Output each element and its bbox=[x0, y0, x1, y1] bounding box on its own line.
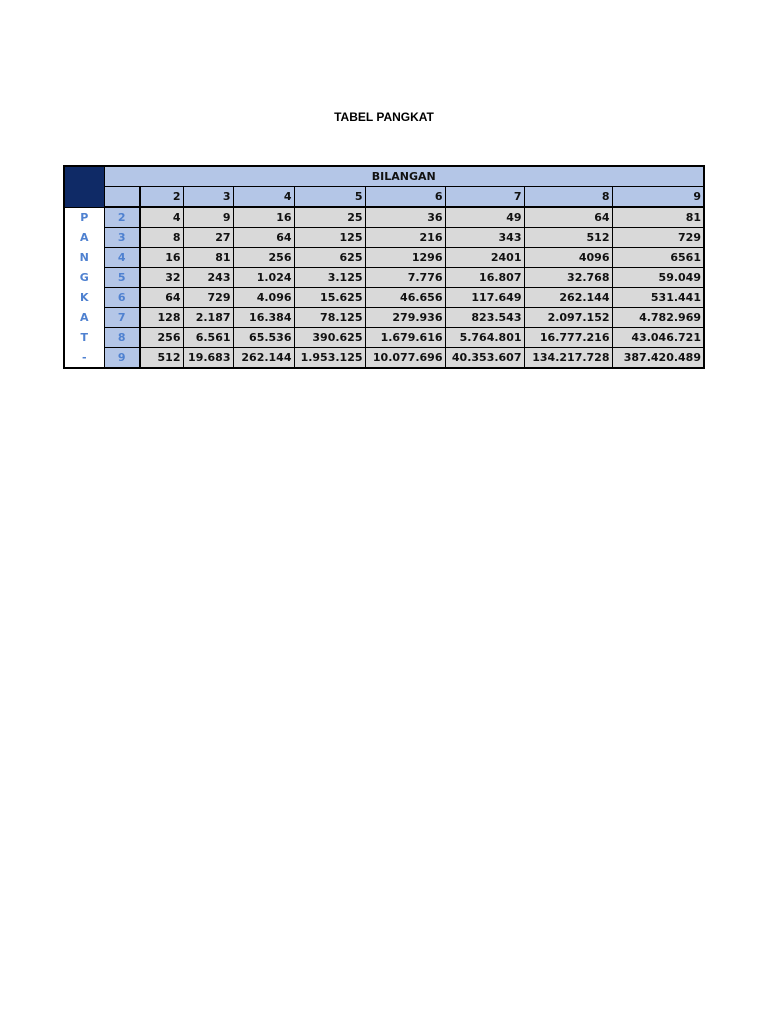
value-cell: 16.777.216 bbox=[524, 328, 612, 348]
value-cell: 4 bbox=[140, 207, 183, 228]
value-cell: 2.187 bbox=[183, 308, 233, 328]
table-row bbox=[64, 348, 704, 369]
value-cell: 36 bbox=[365, 207, 445, 228]
exponent-cell: 9 bbox=[104, 348, 140, 369]
header-blank-cell bbox=[104, 187, 140, 208]
corner-cell bbox=[64, 166, 104, 207]
value-cell: 59.049 bbox=[612, 268, 704, 288]
table-row bbox=[64, 207, 704, 228]
value-cell: 1296 bbox=[365, 248, 445, 268]
value-cell: 2.097.152 bbox=[524, 308, 612, 328]
base-header: 6 bbox=[365, 187, 445, 208]
value-cell: 729 bbox=[612, 228, 704, 248]
value-cell: 16.807 bbox=[445, 268, 524, 288]
pangkat-letter: G bbox=[64, 268, 104, 288]
value-cell: 6561 bbox=[612, 248, 704, 268]
value-cell: 16 bbox=[140, 248, 183, 268]
value-cell: 1.679.616 bbox=[365, 328, 445, 348]
value-cell: 7.776 bbox=[365, 268, 445, 288]
value-cell: 78.125 bbox=[294, 308, 365, 328]
value-cell: 243 bbox=[183, 268, 233, 288]
value-cell: 1.024 bbox=[233, 268, 294, 288]
value-cell: 25 bbox=[294, 207, 365, 228]
power-table bbox=[63, 165, 705, 369]
bilangan-header-row bbox=[64, 166, 704, 187]
value-cell: 5.764.801 bbox=[445, 328, 524, 348]
value-cell: 117.649 bbox=[445, 288, 524, 308]
value-cell: 40.353.607 bbox=[445, 348, 524, 369]
value-cell: 81 bbox=[612, 207, 704, 228]
value-cell: 512 bbox=[140, 348, 183, 369]
value-cell: 262.144 bbox=[233, 348, 294, 369]
value-cell: 390.625 bbox=[294, 328, 365, 348]
value-cell: 32 bbox=[140, 268, 183, 288]
table-row bbox=[64, 248, 704, 268]
value-cell: 2401 bbox=[445, 248, 524, 268]
base-header: 2 bbox=[140, 187, 183, 208]
value-cell: 15.625 bbox=[294, 288, 365, 308]
pangkat-letter: A bbox=[64, 228, 104, 248]
value-cell: 64 bbox=[233, 228, 294, 248]
exponent-cell: 7 bbox=[104, 308, 140, 328]
base-header: 9 bbox=[612, 187, 704, 208]
value-cell: 49 bbox=[445, 207, 524, 228]
value-cell: 6.561 bbox=[183, 328, 233, 348]
value-cell: 65.536 bbox=[233, 328, 294, 348]
value-cell: 729 bbox=[183, 288, 233, 308]
value-cell: 64 bbox=[140, 288, 183, 308]
table-row bbox=[64, 328, 704, 348]
value-cell: 16 bbox=[233, 207, 294, 228]
value-cell: 343 bbox=[445, 228, 524, 248]
value-cell: 512 bbox=[524, 228, 612, 248]
table-row bbox=[64, 228, 704, 248]
value-cell: 43.046.721 bbox=[612, 328, 704, 348]
base-header: 8 bbox=[524, 187, 612, 208]
value-cell: 279.936 bbox=[365, 308, 445, 328]
pangkat-letter: T bbox=[64, 328, 104, 348]
value-cell: 32.768 bbox=[524, 268, 612, 288]
value-cell: 64 bbox=[524, 207, 612, 228]
table-row bbox=[64, 288, 704, 308]
value-cell: 27 bbox=[183, 228, 233, 248]
base-header-row bbox=[64, 187, 704, 208]
value-cell: 81 bbox=[183, 248, 233, 268]
pangkat-letter: A bbox=[64, 308, 104, 328]
value-cell: 10.077.696 bbox=[365, 348, 445, 369]
base-header: 5 bbox=[294, 187, 365, 208]
bilangan-header: BILANGAN bbox=[104, 166, 704, 187]
value-cell: 256 bbox=[140, 328, 183, 348]
value-cell: 3.125 bbox=[294, 268, 365, 288]
base-header: 7 bbox=[445, 187, 524, 208]
exponent-cell: 3 bbox=[104, 228, 140, 248]
pangkat-letter: N bbox=[64, 248, 104, 268]
value-cell: 262.144 bbox=[524, 288, 612, 308]
value-cell: 128 bbox=[140, 308, 183, 328]
value-cell: 387.420.489 bbox=[612, 348, 704, 369]
exponent-cell: 4 bbox=[104, 248, 140, 268]
value-cell: 823.543 bbox=[445, 308, 524, 328]
value-cell: 8 bbox=[140, 228, 183, 248]
value-cell: 4.782.969 bbox=[612, 308, 704, 328]
table-row bbox=[64, 268, 704, 288]
page-title: TABEL PANGKAT bbox=[334, 110, 434, 124]
pangkat-letter: K bbox=[64, 288, 104, 308]
value-cell: 216 bbox=[365, 228, 445, 248]
value-cell: 46.656 bbox=[365, 288, 445, 308]
exponent-cell: 2 bbox=[104, 207, 140, 228]
table-row bbox=[64, 308, 704, 328]
value-cell: 4.096 bbox=[233, 288, 294, 308]
exponent-cell: 6 bbox=[104, 288, 140, 308]
value-cell: 19.683 bbox=[183, 348, 233, 369]
value-cell: 256 bbox=[233, 248, 294, 268]
value-cell: 625 bbox=[294, 248, 365, 268]
value-cell: 9 bbox=[183, 207, 233, 228]
exponent-cell: 5 bbox=[104, 268, 140, 288]
value-cell: 1.953.125 bbox=[294, 348, 365, 369]
base-header: 3 bbox=[183, 187, 233, 208]
pangkat-letter: P bbox=[64, 207, 104, 228]
value-cell: 16.384 bbox=[233, 308, 294, 328]
exponent-cell: 8 bbox=[104, 328, 140, 348]
value-cell: 134.217.728 bbox=[524, 348, 612, 369]
value-cell: 125 bbox=[294, 228, 365, 248]
pangkat-letter: - bbox=[64, 348, 104, 369]
value-cell: 4096 bbox=[524, 248, 612, 268]
value-cell: 531.441 bbox=[612, 288, 704, 308]
base-header: 4 bbox=[233, 187, 294, 208]
